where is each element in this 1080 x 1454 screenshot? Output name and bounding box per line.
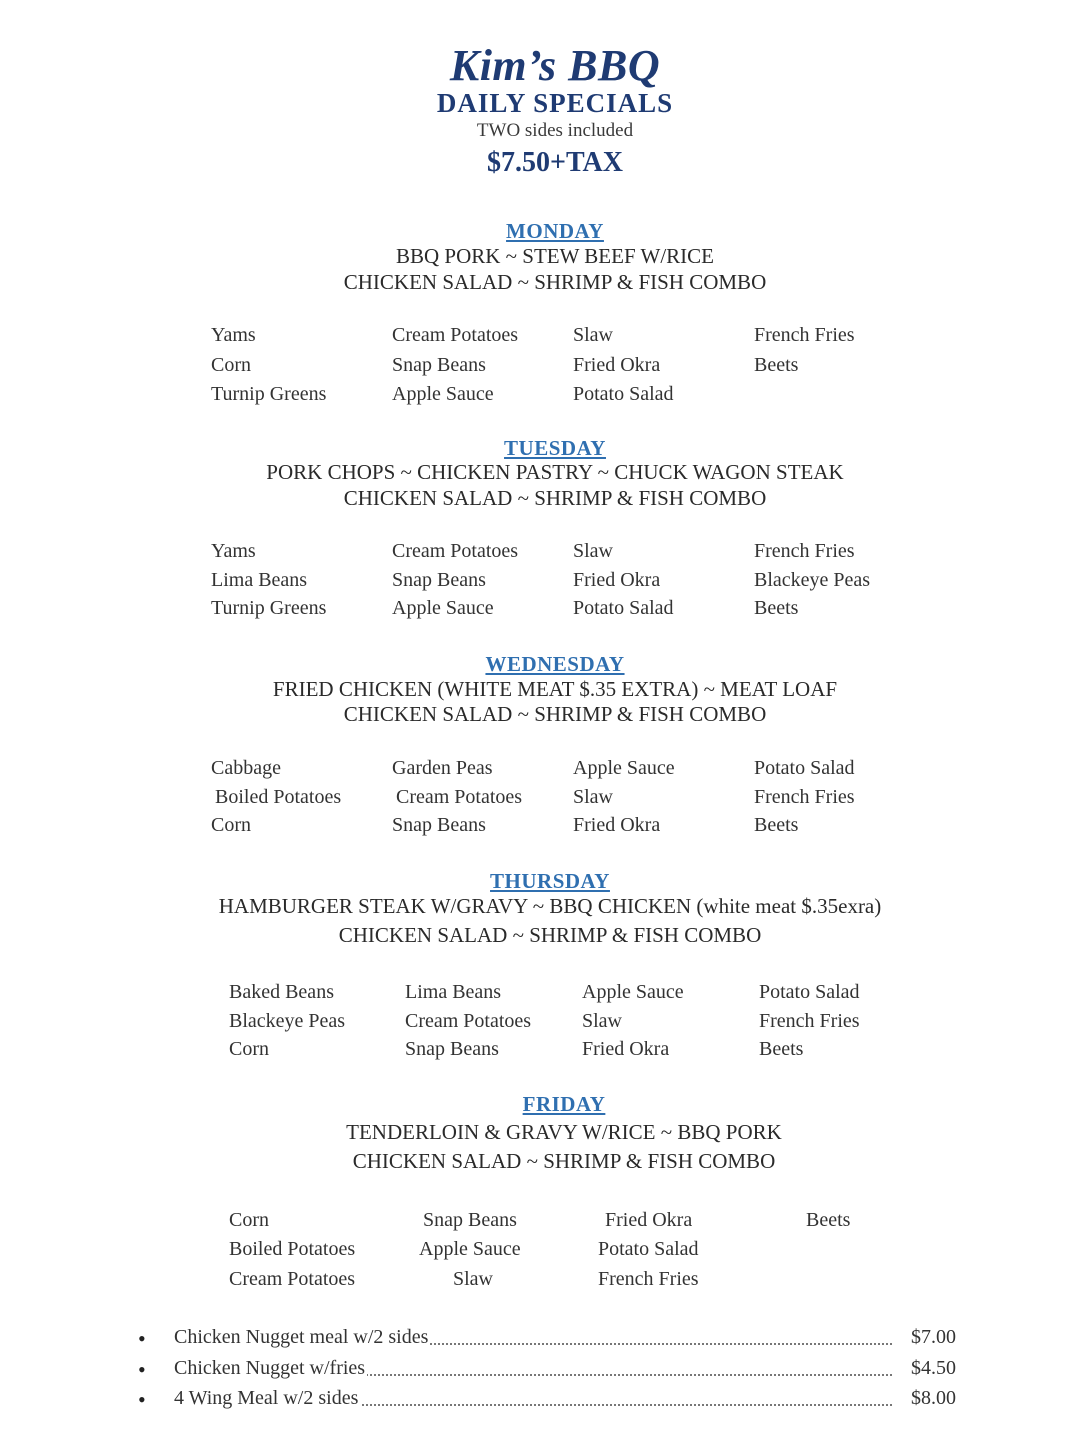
entree-line: CHICKEN SALAD ~ SHRIMP & FISH COMBO — [338, 923, 762, 947]
side-item: Snap Beans — [405, 1038, 499, 1060]
side-item: Slaw — [573, 786, 613, 808]
day-heading-friday: FRIDAY — [522, 1092, 606, 1116]
side-item: Apple Sauce — [582, 981, 684, 1003]
side-item: French Fries — [754, 324, 855, 346]
bullet-icon: • — [138, 1326, 146, 1351]
side-item: Apple Sauce — [419, 1238, 521, 1260]
special-price: $7.50+TAX — [487, 147, 623, 178]
side-item: Boiled Potatoes — [215, 786, 342, 808]
entree-line: CHICKEN SALAD ~ SHRIMP & FISH COMBO — [343, 270, 767, 294]
entree-line: CHICKEN SALAD ~ SHRIMP & FISH COMBO — [352, 1149, 776, 1173]
entree-line: TENDERLOIN & GRAVY W/RICE ~ BBQ PORK — [346, 1120, 782, 1144]
sides-note: TWO sides included — [476, 120, 634, 141]
side-item: Baked Beans — [229, 981, 334, 1003]
side-item: Corn — [229, 1038, 269, 1060]
side-item: Yams — [211, 324, 256, 346]
side-item: Potato Salad — [573, 597, 674, 619]
entree-line: HAMBURGER STEAK W/GRAVY ~ BBQ CHICKEN (white meat $.35exra) — [218, 894, 882, 918]
side-item: Potato Salad — [754, 757, 855, 779]
side-item: French Fries — [754, 540, 855, 562]
extra-item-label: Chicken Nugget w/fries — [174, 1357, 366, 1379]
side-item: Cream Potatoes — [392, 540, 519, 562]
side-item: Apple Sauce — [392, 597, 494, 619]
extra-item-price: $7.00 — [907, 1326, 956, 1349]
day-heading-monday: MONDAY — [506, 219, 604, 243]
side-item: Lima Beans — [405, 981, 502, 1003]
menu-subtitle: DAILY SPECIALS — [436, 88, 674, 118]
side-item: Beets — [754, 354, 799, 376]
side-item: Garden Peas — [392, 757, 493, 779]
extra-item-price: $4.50 — [907, 1357, 956, 1380]
entree-line: CHICKEN SALAD ~ SHRIMP & FISH COMBO — [343, 486, 767, 510]
side-item: French Fries — [598, 1268, 699, 1290]
side-item: Boiled Potatoes — [229, 1238, 356, 1260]
side-item: Corn — [229, 1209, 269, 1231]
side-item: Cream Potatoes — [405, 1010, 532, 1032]
side-item: Cabbage — [211, 757, 281, 779]
side-item: Slaw — [453, 1268, 493, 1290]
side-item: Cream Potatoes — [396, 786, 523, 808]
day-heading-wednesday: WEDNESDAY — [485, 652, 625, 676]
side-item: Potato Salad — [598, 1238, 699, 1260]
side-item: Snap Beans — [392, 814, 486, 836]
extra-item-label: Chicken Nugget meal w/2 sides — [174, 1326, 429, 1348]
extra-item — [138, 1387, 956, 1413]
entree-line: BBQ PORK ~ STEW BEEF W/RICE — [395, 244, 715, 268]
day-heading-thursday: THURSDAY — [490, 869, 610, 893]
side-item: French Fries — [754, 786, 855, 808]
extra-item — [138, 1357, 956, 1383]
entree-line: FRIED CHICKEN (WHITE MEAT $.35 EXTRA) ~ MEAT LOAF — [272, 677, 838, 701]
side-item: Slaw — [573, 540, 613, 562]
side-item: Beets — [754, 597, 799, 619]
side-item: Snap Beans — [392, 569, 486, 591]
restaurant-title: Kim’s BBQ — [449, 41, 661, 90]
side-item: Slaw — [582, 1010, 622, 1032]
side-item: Beets — [754, 814, 799, 836]
entree-line: CHICKEN SALAD ~ SHRIMP & FISH COMBO — [343, 702, 767, 726]
side-item: Apple Sauce — [392, 383, 494, 405]
side-item: Potato Salad — [759, 981, 860, 1003]
side-item: Turnip Greens — [211, 383, 327, 405]
side-item: Fried Okra — [582, 1038, 670, 1060]
side-item: Yams — [211, 540, 256, 562]
side-item: Cream Potatoes — [229, 1268, 356, 1290]
side-item: Turnip Greens — [211, 597, 327, 619]
side-item: French Fries — [759, 1010, 860, 1032]
bullet-icon: • — [138, 1387, 146, 1412]
side-item: Fried Okra — [573, 814, 661, 836]
extra-item-price: $8.00 — [907, 1387, 956, 1410]
side-item: Blackeye Peas — [229, 1010, 346, 1032]
side-item: Fried Okra — [573, 569, 661, 591]
bullet-icon: • — [138, 1357, 146, 1382]
side-item: Slaw — [573, 324, 613, 346]
entree-line: PORK CHOPS ~ CHICKEN PASTRY ~ CHUCK WAGON STEAK — [266, 460, 844, 484]
side-item: Snap Beans — [392, 354, 486, 376]
side-item: Fried Okra — [605, 1209, 693, 1231]
side-item: Beets — [759, 1038, 804, 1060]
side-item: Blackeye Peas — [754, 569, 871, 591]
side-item: Snap Beans — [423, 1209, 517, 1231]
side-item: Beets — [806, 1209, 851, 1231]
side-item: Corn — [211, 814, 251, 836]
side-item: Corn — [211, 354, 251, 376]
extra-item-label: 4 Wing Meal w/2 sides — [174, 1387, 359, 1409]
extra-item — [138, 1326, 956, 1352]
side-item: Cream Potatoes — [392, 324, 519, 346]
side-item: Fried Okra — [573, 354, 661, 376]
day-heading-tuesday: TUESDAY — [504, 436, 606, 460]
side-item: Lima Beans — [211, 569, 308, 591]
side-item: Potato Salad — [573, 383, 674, 405]
side-item: Apple Sauce — [573, 757, 675, 779]
